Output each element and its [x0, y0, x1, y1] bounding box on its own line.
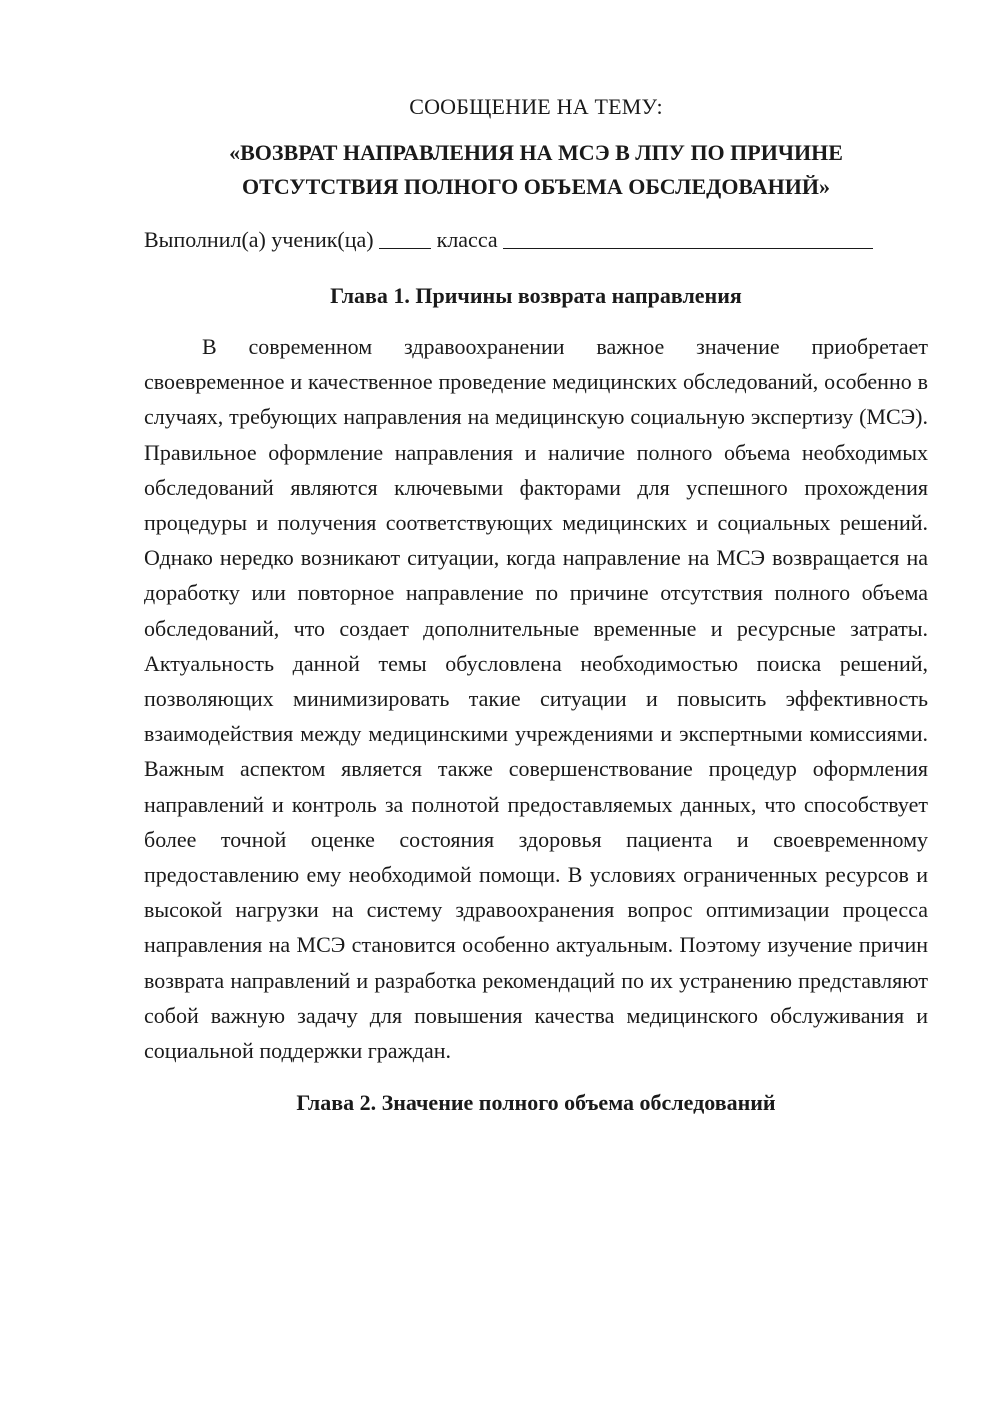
- name-blank: [503, 226, 873, 249]
- author-line: [144, 224, 928, 255]
- document-page: [144, 92, 928, 1136]
- chapter-1-heading: Глава 1. Причины возврата направления: [330, 283, 742, 308]
- document-subject: СООБЩЕНИЕ НА ТЕМУ:: [409, 94, 663, 119]
- chapter-1-paragraph: В современном здравоохранении важное значение приобретает своевременное и качественное проведение медицинских обследований, особенно в случаях, требующих направления на медицинскую социальную экспертизу (МСЭ). Правильное оформление направления и наличие полного объема необходимых обследований являются ключевыми факторами для успешного прохождения процедуры и получения соответствующих медицинских и социальных решений. Однако нередко возникают ситуации, когда направление на МСЭ возвращается на доработку или повторное направление по причине отсутствия полного объема обследований, что создает дополнительные временные и ресурсные затраты. Актуальность данной темы обусловлена необходимостью поиска решений, позволяющих минимизировать такие ситуации и повысить эффективность взаимодействия между медицинскими учреждениями и экспертными комиссиями. Важным аспектом является также совершенствование процедур оформления направлений и контроль за полнотой предоставляемых данных, что способствует более точной оценке состояния здоровья пациента и своевременному предоставлению ему необходимой помощи. В условиях ограниченных ресурсов и высокой нагрузки на систему здравоохранения вопрос оптимизации процесса направления на МСЭ становится особенно актуальным. Поэтому изучение причин возврата направлений и разработка рекомендаций по их устранению представляют собой важную задачу для повышения качества медицинского обслуживания и социальной поддержки граждан.: [144, 334, 928, 1064]
- chapter-2-heading: Глава 2. Значение полного объема обследований: [296, 1090, 776, 1116]
- grade-blank: [379, 226, 431, 249]
- document-title-line-1: «ВОЗВРАТ НАПРАВЛЕНИЯ НА МСЭ В ЛПУ ПО ПРИЧИНЕ: [229, 140, 843, 165]
- document-title-line-2: ОТСУТСТВИЯ ПОЛНОГО ОБЪЕМА ОБСЛЕДОВАНИЙ»: [242, 174, 830, 199]
- class-label: класса: [436, 227, 498, 252]
- document-title: [144, 136, 928, 204]
- author-prefix: Выполнил(а) ученик(ца): [144, 227, 374, 252]
